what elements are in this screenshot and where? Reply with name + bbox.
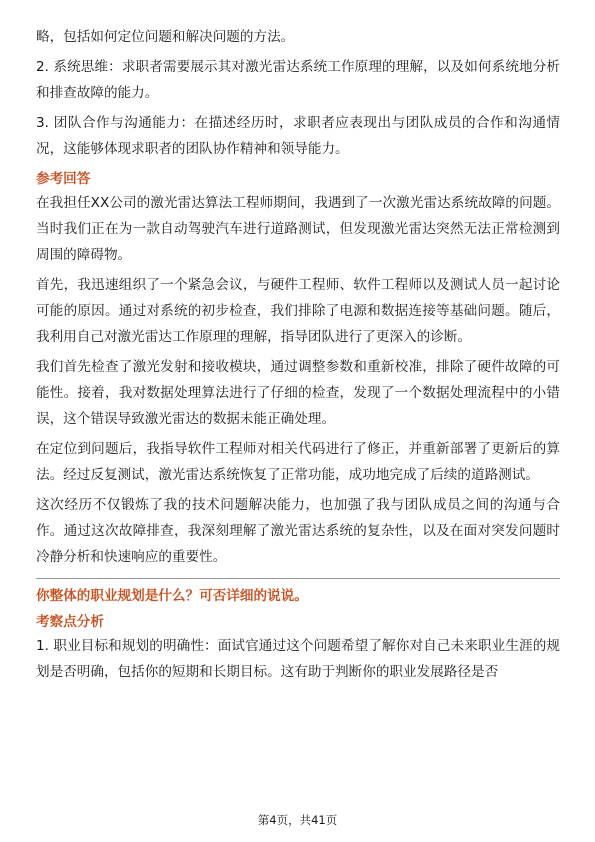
analysis-title: 考察点分析 (36, 614, 104, 630)
answer-paragraph: 在我担任XX公司的激光雷达算法工程师期间，我遇到了一次激光雷达系统故障的问题。当时我们正在为一款自动驾驶汽车进行道路测试，但发现激光雷达突然无法正常检测到周围的障碍物。 (36, 195, 560, 263)
page-footer: 第4页，共41页 (257, 813, 338, 827)
next-question-heading: 你整体的职业规划是什么？可否详细的说说。 (36, 588, 308, 604)
answer-paragraph: 在定位到问题后，我指导软件工程师对相关代码进行了修正，并重新部署了更新后的算法。经过反复测试，激光雷达系统恢复了正常功能，成功地完成了后续的道路测试。 (36, 441, 560, 483)
intro-item-continuation: 略，包括如何定位问题和解决问题的方法。 (36, 29, 295, 45)
intro-item-teamwork: 3. 团队合作与沟通能力：在描述经历时，求职者应表现出与团队成员的合作和沟通情况，这能够体现求职者的团队协作精神和领导能力。 (36, 115, 560, 157)
answer-paragraph: 首先，我迅速组织了一个紧急会议，与硬件工程师、软件工程师以及测试人员一起讨论可能的原因。通过对系统的初步检查，我们排除了电源和数据连接等基础问题。随后，我利用自己对激光雷达工作原理的理解，指导团队进行了更深入的诊断。 (36, 277, 560, 345)
answer-paragraph: 这次经历不仅锻炼了我的技术问题解决能力，也加强了我与团队成员之间的沟通与合作。通过这次故障排查，我深刻理解了激光雷达系统的复杂性，以及在面对突发问题时冷静分析和快速响应的重要性。 (36, 497, 560, 565)
intro-item-system-thinking: 2. 系统思维：求职者需要展示其对激光雷达系统工作原理的理解，以及如何系统地分析和排查故障的能力。 (36, 59, 560, 101)
section-divider (36, 578, 560, 579)
reference-answer-title: 参考回答 (36, 171, 91, 187)
document-page (36, 24, 560, 689)
analysis-item: 1. 职业目标和规划的明确性：面试官通过这个问题希望了解你对自己未来职业生涯的规划是否明确，包括你的短期和长期目标。这有助于判断你的职业发展路径是否 (36, 638, 560, 680)
answer-paragraph: 我们首先检查了激光发射和接收模块，通过调整参数和重新校准，排除了硬件故障的可能性。接着，我对数据处理算法进行了仔细的检查，发现了一个数据处理流程中的小错误，这个错误导致激光雷达的数据未能正确处理。 (36, 359, 560, 427)
